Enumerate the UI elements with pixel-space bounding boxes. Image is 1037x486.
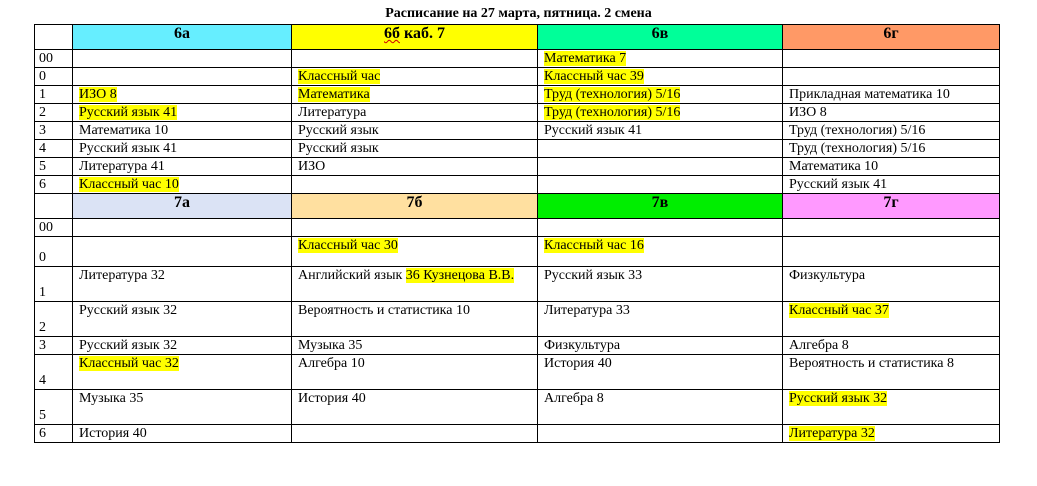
cell-6a: Математика 10 xyxy=(73,122,292,140)
cell-6b: Классный час xyxy=(292,68,538,86)
cell-7g: Русский язык 32 xyxy=(783,390,1000,425)
cell-6a xyxy=(73,68,292,86)
table-row xyxy=(35,337,1000,355)
cell-6v xyxy=(538,158,783,176)
header-row-6 xyxy=(35,25,1000,50)
lesson-number: 1 xyxy=(35,86,73,104)
page-title: Расписание на 27 марта, пятница. 2 смена xyxy=(385,6,652,21)
cell-6g: Русский язык 41 xyxy=(783,176,1000,194)
table-row xyxy=(35,425,1000,443)
cell-7a: Русский язык 32 xyxy=(73,337,292,355)
cell-7g: Вероятность и статистика 8 xyxy=(783,355,1000,390)
cell-7a: Русский язык 32 xyxy=(73,302,292,337)
cell-7g: Физкультура xyxy=(783,267,1000,302)
cell-6g: Прикладная математика 10 xyxy=(783,86,1000,104)
table-row xyxy=(35,390,1000,425)
cell-6a xyxy=(73,50,292,68)
cell-6a: Классный час 10 xyxy=(73,176,292,194)
cell-7v xyxy=(538,425,783,443)
lesson-number: 0 xyxy=(35,237,73,267)
lesson-number: 3 xyxy=(35,122,73,140)
cell-6v: Русский язык 41 xyxy=(538,122,783,140)
cell-7v: Литература 33 xyxy=(538,302,783,337)
cell-6g xyxy=(783,68,1000,86)
lesson-number: 6 xyxy=(35,425,73,443)
cell-7b: Музыка 35 xyxy=(292,337,538,355)
cell-6a: ИЗО 8 xyxy=(73,86,292,104)
cell-6b xyxy=(292,176,538,194)
table-row xyxy=(35,176,1000,194)
cell-7v: Алгебра 8 xyxy=(538,390,783,425)
lesson-number: 4 xyxy=(35,355,73,390)
cell-7b xyxy=(292,425,538,443)
cell-7b: Классный час 30 xyxy=(292,237,538,267)
cell-6v: Классный час 39 xyxy=(538,68,783,86)
table-row xyxy=(35,237,1000,267)
cell-7g xyxy=(783,237,1000,267)
cell-6a: Русский язык 41 xyxy=(73,104,292,122)
header-row-7 xyxy=(35,194,1000,219)
cell-7g: Алгебра 8 xyxy=(783,337,1000,355)
cell-7v: История 40 xyxy=(538,355,783,390)
lesson-number: 4 xyxy=(35,140,73,158)
header-7a: 7а xyxy=(73,194,292,219)
table-row xyxy=(35,50,1000,68)
cell-6b: Литература xyxy=(292,104,538,122)
cell-7a: История 40 xyxy=(73,425,292,443)
cell-6b xyxy=(292,50,538,68)
cell-7g xyxy=(783,219,1000,237)
cell-6a: Русский язык 41 xyxy=(73,140,292,158)
table-row xyxy=(35,104,1000,122)
header-6b: 6б каб. 7 xyxy=(292,25,538,50)
header-7g: 7г xyxy=(783,194,1000,219)
cell-6g: ИЗО 8 xyxy=(783,104,1000,122)
table-row xyxy=(35,122,1000,140)
cell-7v: Классный час 16 xyxy=(538,237,783,267)
lesson-number: 00 xyxy=(35,50,73,68)
table-row xyxy=(35,86,1000,104)
cell-7b: Алгебра 10 xyxy=(292,355,538,390)
header-corner xyxy=(35,25,73,50)
cell-7a: Музыка 35 xyxy=(73,390,292,425)
cell-7b xyxy=(292,219,538,237)
lesson-number: 3 xyxy=(35,337,73,355)
cell-7b: История 40 xyxy=(292,390,538,425)
table-row xyxy=(35,140,1000,158)
header-7b: 7б xyxy=(292,194,538,219)
lesson-number: 2 xyxy=(35,302,73,337)
cell-7g: Литература 32 xyxy=(783,425,1000,443)
cell-7v: Русский язык 33 xyxy=(538,267,783,302)
header-6a: 6а xyxy=(73,25,292,50)
cell-6v: Труд (технология) 5/16 xyxy=(538,104,783,122)
cell-6b: ИЗО xyxy=(292,158,538,176)
table-row xyxy=(35,355,1000,390)
cell-6g: Математика 10 xyxy=(783,158,1000,176)
lesson-number: 0 xyxy=(35,68,73,86)
cell-7b: Вероятность и статистика 10 xyxy=(292,302,538,337)
cell-7a xyxy=(73,219,292,237)
table-row xyxy=(35,68,1000,86)
cell-6v: Математика 7 xyxy=(538,50,783,68)
header-6v: 6в xyxy=(538,25,783,50)
cell-7b: Английский язык 36 Кузнецова В.В. xyxy=(292,267,538,302)
cell-6b: Русский язык xyxy=(292,140,538,158)
lesson-number: 1 xyxy=(35,267,73,302)
cell-6v: Труд (технология) 5/16 xyxy=(538,86,783,104)
cell-7v: Физкультура xyxy=(538,337,783,355)
lesson-number: 6 xyxy=(35,176,73,194)
lesson-number: 5 xyxy=(35,158,73,176)
cell-7g: Классный час 37 xyxy=(783,302,1000,337)
header-corner xyxy=(35,194,73,219)
cell-6b: Математика xyxy=(292,86,538,104)
lesson-number: 00 xyxy=(35,219,73,237)
cell-6g xyxy=(783,50,1000,68)
lesson-number: 2 xyxy=(35,104,73,122)
schedule-table xyxy=(34,24,1000,443)
cell-6v xyxy=(538,140,783,158)
table-row xyxy=(35,219,1000,237)
cell-6g: Труд (технология) 5/16 xyxy=(783,122,1000,140)
cell-6b: Русский язык xyxy=(292,122,538,140)
cell-6v xyxy=(538,176,783,194)
cell-7a xyxy=(73,237,292,267)
table-row xyxy=(35,302,1000,337)
cell-6g: Труд (технология) 5/16 xyxy=(783,140,1000,158)
cell-7a: Литература 32 xyxy=(73,267,292,302)
cell-7a: Классный час 32 xyxy=(73,355,292,390)
header-7v: 7в xyxy=(538,194,783,219)
header-6g: 6г xyxy=(783,25,1000,50)
cell-7v xyxy=(538,219,783,237)
table-row xyxy=(35,267,1000,302)
table-row xyxy=(35,158,1000,176)
cell-6a: Литература 41 xyxy=(73,158,292,176)
lesson-number: 5 xyxy=(35,390,73,425)
